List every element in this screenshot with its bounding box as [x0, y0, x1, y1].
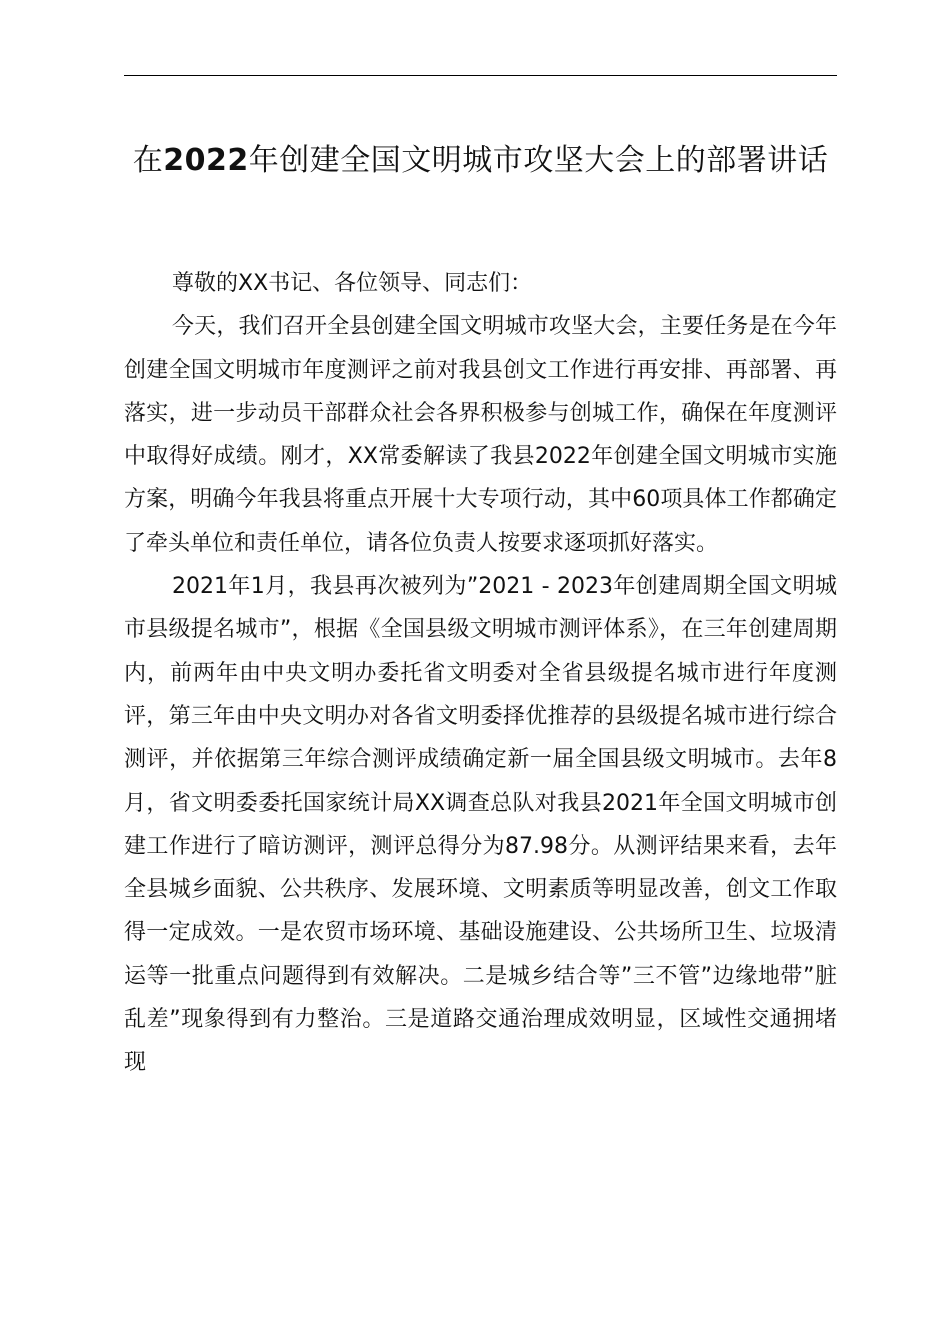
header-rule: [124, 75, 837, 76]
body-paragraph-2: 2021年1月，我县再次被列为”2021 - 2023年创建周期全国文明城市县级提名城市”，根据《全国县级文明城市测评体系》，在三年创建周期内，前两年由中央文明办委托省文明委对全省县级提名城市进行年度测评，第三年由中央文明办对各省文明委择优推荐的县级提名城市进行综合测评，并依据第三年综合测评成绩确定新一届全国县级文明城市。去年8月，省文明委委托国家统计局XX调查总队对我县2021年全国文明城市创建工作进行了暗访测评，测评总得分为87.98分。从测评结果来看，去年全县城乡面貌、公共秩序、发展环境、文明素质等明显改善，创文工作取得一定成效。一是农贸市场环境、基础设施建设、公共场所卫生、垃圾清运等一批重点问题得到有效解决。二是城乡结合等”三不管”边缘地带”脏乱差”现象得到有力整治。三是道路交通治理成效明显，区域性交通拥堵现: [124, 574, 837, 1076]
salutation: 尊敬的XX书记、各位领导、同志们：: [172, 271, 533, 296]
body-paragraph-1: 今天，我们召开全县创建全国文明城市攻坚大会，主要任务是在今年创建全国文明城市年度测评之前对我县创文工作进行再安排、再部署、再落实，进一步动员干部群众社会各界积极参与创城工作，确保在年度测评中取得好成绩。刚才，XX常委解读了我县2022年创建全国文明城市实施方案，明确今年我县将重点开展十大专项行动，其中60项具体工作都确定了牵头单位和责任单位，请各位负责人按要求逐项抓好落实。: [124, 314, 837, 556]
title-year: 2022: [163, 143, 249, 178]
document-body: [124, 262, 837, 1085]
document-title: [124, 134, 837, 188]
title-suffix: 年创建全国文明城市攻坚大会上的部署讲话: [248, 143, 829, 178]
title-prefix: 在: [132, 143, 164, 178]
